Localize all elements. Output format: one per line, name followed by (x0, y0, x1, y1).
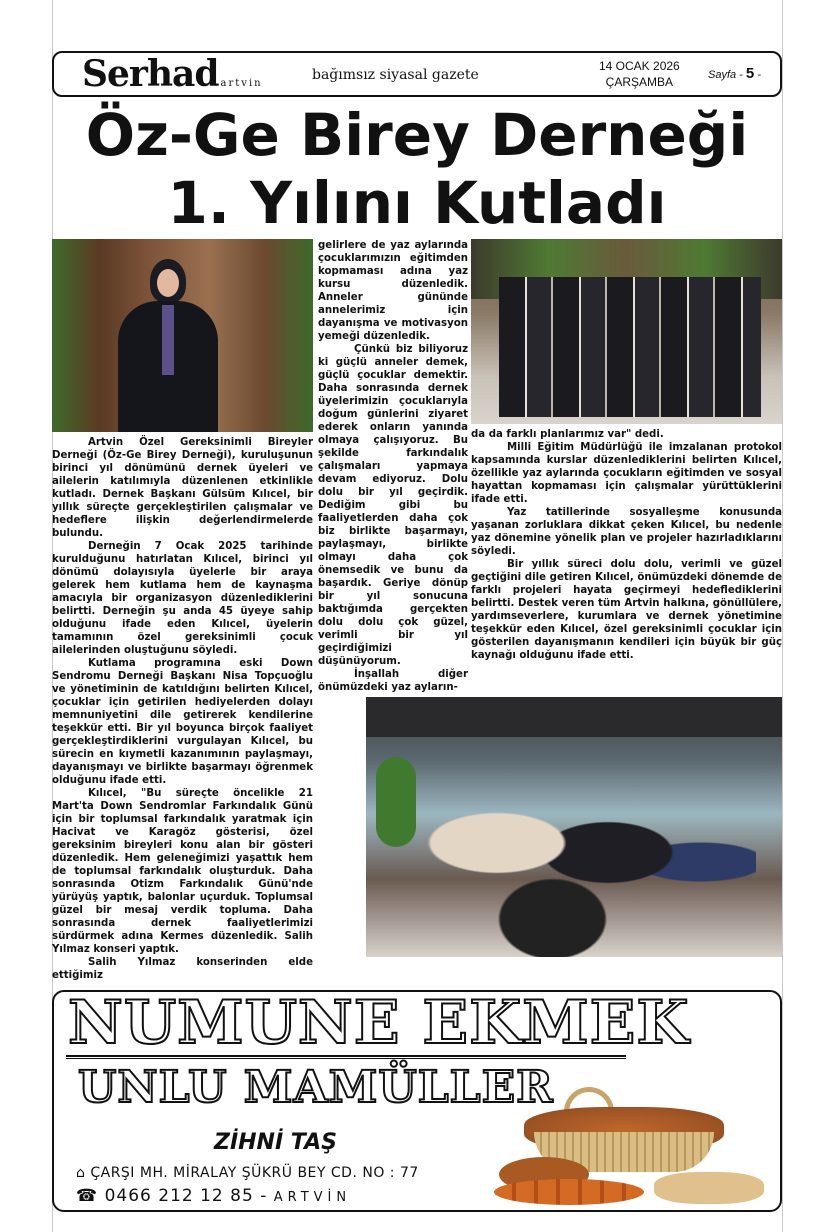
telephone-icon: ☎ (76, 1186, 99, 1206)
headline-line-2: 1. Yılını Kutladı (167, 169, 667, 237)
photo-group (471, 239, 782, 424)
article-column-1 (52, 436, 313, 982)
weekday-text: ÇARŞAMBA (605, 75, 674, 89)
ad-owner: ZİHNİ TAŞ (214, 1130, 337, 1155)
bakery-advertisement (52, 990, 782, 1212)
ad-separator: - (260, 1186, 268, 1206)
article-top-row (318, 239, 782, 694)
masthead (52, 51, 782, 97)
bread-basket-image (494, 1087, 782, 1212)
photo-celebration (366, 697, 782, 957)
paragraph: Çünkü biz biliyoruz ki güçlü anneler demek, güçlü çocuklar demektir. Daha sonrasında dernek üyelerimizin çocuklarıyla doğum günlerini ziyaret ederek onların yanında olmaya çalışıyoruz. Bu şekilde farkındalık çalışmaları yapmaya devam ediyoruz. Dolu dolu bir yıl geçirdik. Dediğim gibi bu faaliyetlerden daha çok biz birlikte başarmayı, paylaşmayı, birlikte olmayı daha çok önemsedik ve bunu da başardık. Geriye dönüp bir yıl sonucuna baktığımda gerçekten dolu dolu çok güzel, verimli bir yıl geçirdiğimizi düşünüyorum. (318, 344, 468, 667)
page-label: Sayfa - (708, 69, 743, 81)
ad-title: NUMUNE EKMEK (68, 990, 690, 1058)
photo-president (52, 239, 313, 432)
page-number (708, 65, 761, 84)
paragraph: Salih Yılmaz konserinden elde ettiğimiz (52, 957, 313, 981)
ad-city: ARTVİN (273, 1190, 352, 1205)
ad-subtitle: UNLU MAMÜLLER (78, 1062, 554, 1113)
paragraph: gelirlere de yaz aylarında çocuklarımızın eğitimden kopmaması adına yaz kursu düzenledik. Anneler gününde annelerimiz için dayanışma ve motivasyon yemeği düzenledik. (318, 240, 468, 342)
ad-phone-number: 0466 212 12 85 (104, 1186, 254, 1206)
page-border-right (782, 0, 783, 1232)
article-column-3 (471, 428, 782, 662)
paragraph: İnşallah diğer önümüzdeki yaz ayların- (318, 669, 468, 693)
page-content (52, 0, 782, 1232)
paragraph: Derneğin 7 Ocak 2025 tarihinde kurulduğunu hatırlatan Kılıcel, birinci yıl dönümü dolayısıyla üyelerle bir araya gelerek hem kutlama hem de kaynaşma amacıyla bir organizasyon düzenlediklerini belirtti. Derneğin şu anda 45 üyeye sahip olduğunu ifade eden Kılıcel, üyelerin tamamının özel gereksinimli çocuk ailelerinden oluştuğunu söyledi. (52, 541, 313, 656)
newspaper-logo-sub: artvin (220, 78, 263, 89)
paragraph: da da farklı planlarımız var" dedi. (471, 429, 664, 440)
headline-line-1: Öz-Ge Birey Derneği (85, 101, 749, 169)
ad-address-text: ÇARŞI MH. MİRALAY ŞÜKRÜ BEY CD. NO : 77 (90, 1165, 419, 1181)
paragraph: Bir yıllık süreci dolu dolu, verimli ve güzel geçtiğini dile getiren Kılıcel, önümüzdeki dönemde de farklı projeleri hayata geçirmeyi hedeflediklerini belirtti. Destek veren tüm Artvin halkına, gönüllülere, yardımseverlere, kurumlara ve dernek yönetimine teşekkür eden Kılıcel, özel gereksinimli çocuklar için gösterilen dayanışmanın kendileri için büyük bir güç kaynağı olduğunu ifade etti. (471, 559, 782, 661)
home-icon: ⌂ (76, 1165, 86, 1181)
ad-phone (76, 1186, 351, 1208)
issue-date (599, 58, 680, 90)
paragraph: Kılıcel, "Bu süreçte öncelikle 21 Mart'ta Down Sendromlar Farkındalık Günü için bir toplumsal farkındalık yaratmak için Hacivat ve Karagöz gösterisi, özel gereksinim bireyleri konu alan bir gösteri düzenledik. Hem geleneğimizi yaşattık hem de toplumsal farkındalık oluşturduk. Daha sonrasında Otizm Farkındalık Günü'nde yürüyüş yaptık, balonlar uçurduk. Toplumsal güzel bir mesaj verdik topluma. Daha sonrasında dernek faaliyetlerimizi sürdürmek adına Kermes düzenledik. Salih Yılmaz konseri yaptık. (52, 788, 313, 955)
page-number-value: 5 (745, 65, 755, 82)
article-right-area (318, 239, 782, 957)
ad-divider (66, 1055, 626, 1059)
page-suffix: - (757, 69, 761, 81)
paragraph: Kutlama programına eski Down Sendromu Derneği Başkanı Nisa Topçuoğlu ve yönetiminin de katıldığını belirten Kılıcel, çocuklar için getirilen hediyelerden dolayı memnuniyetini dile getirerek kendilerine teşekkür etti. Bir yıl boyunca birçok faaliyet gerçekleştirdiklerini vurgulayan Kılıcel, bu sürecin en kıymetli kazanımının paylaşmayı, dayanışmayı ve birlikte başarmayı öğrenmek olduğunu ifade etti. (52, 658, 313, 786)
ad-address (76, 1164, 419, 1182)
article-column-2 (318, 239, 468, 694)
article-left-column (52, 239, 313, 982)
tagline: bağımsız siyasal gazete (312, 67, 479, 83)
newspaper-logo: Serhad (82, 53, 219, 95)
date-text: 14 OCAK 2026 (599, 59, 680, 73)
paragraph: Artvin Özel Gereksinimli Bireyler Derneği (Öz-Ge Birey Derneği), kuruluşunun birinci yıl dönümünü dernek üyeleri ve ailelerin katılımıyla düzenlenen etkinlikle kutladı. Dernek Başkanı Gülsüm Kılıcel, bir yıllık süreçte gerçekleştirilen çalışmalar ve hedeflere ilişkin değerlendirmelerde bulundu. (52, 437, 313, 539)
paragraph: Milli Eğitim Müdürlüğü ile imzalanan protokol kapsamında kurslar düzenlediklerini belirten Kılıcel, özellikle yaz aylarında çocukların eğitimden ve sosyal hayattan kopmaması için çalışmalar yürüttüklerini ifade etti. (471, 442, 782, 505)
article-body (52, 239, 782, 982)
article-right-block (471, 239, 782, 662)
newspaper-logo-group (82, 53, 263, 95)
paragraph: Yaz tatillerinde sosyalleşme konusunda yaşanan zorluklara dikkat çeken Kılıcel, bu nedenle yaz dönemine yönelik plan ve projeler hazırladıklarını söyledi. (471, 507, 782, 557)
